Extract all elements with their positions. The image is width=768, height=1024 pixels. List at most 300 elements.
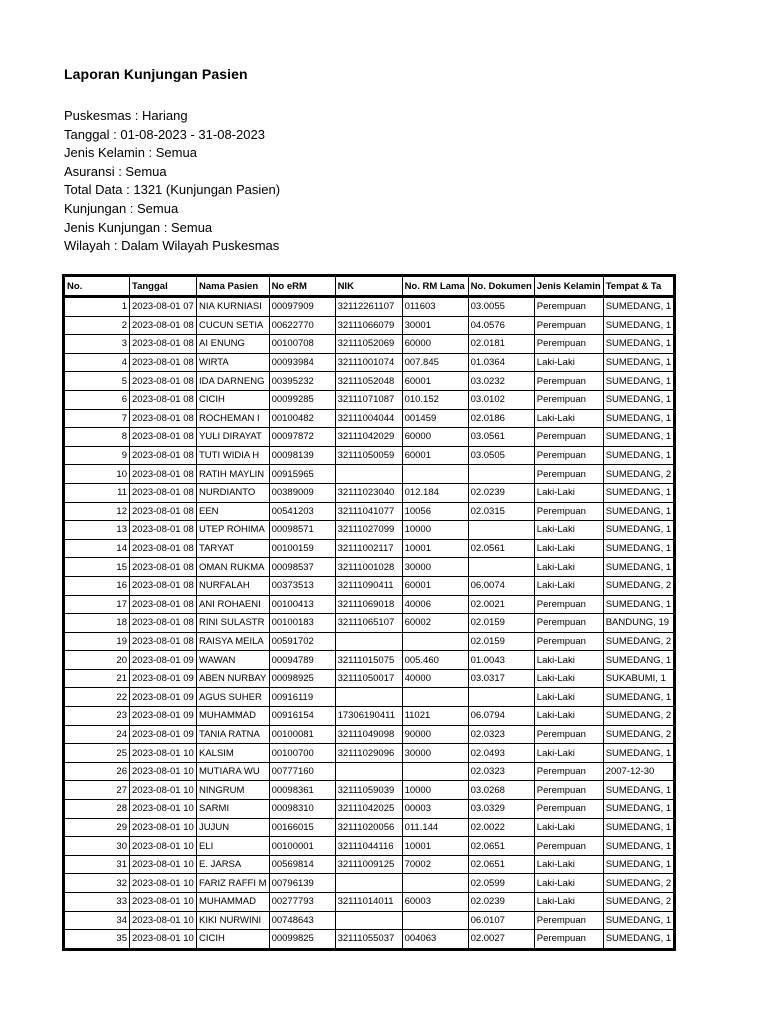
cell-nama-pasien: TANIA RATNA: [197, 725, 270, 744]
cell-jenis-kelamin: Perempuan: [534, 428, 603, 447]
cell-no-dokumen: 02.0027: [468, 930, 534, 950]
cell-tempat-tanggal: SUMEDANG, 1: [603, 446, 674, 465]
cell-jenis-kelamin: Perempuan: [534, 297, 603, 317]
cell-jenis-kelamin: Laki-Laki: [534, 576, 603, 595]
cell-nik: 32111055037: [335, 930, 402, 950]
cell-tempat-tanggal: SUMEDANG, 1: [603, 335, 674, 354]
table-row: [64, 558, 675, 577]
cell-nik: 32111042029: [335, 428, 402, 447]
cell-no-rm-lama: 10001: [402, 837, 468, 856]
header-tanggal: Tanggal: [130, 276, 197, 297]
report-title: Laporan Kunjungan Pasien: [64, 66, 248, 82]
cell-tempat-tanggal: SUMEDANG, 1: [603, 353, 674, 372]
cell-nama-pasien: NURDIANTO: [197, 483, 270, 502]
table-row: [64, 669, 675, 688]
cell-no: 11: [64, 483, 130, 502]
cell-no-rm-lama: 010.152: [402, 390, 468, 409]
cell-nama-pasien: NINGRUM: [197, 781, 270, 800]
cell-jenis-kelamin: Laki-Laki: [534, 353, 603, 372]
cell-nama-pasien: ANI ROHAENI: [197, 595, 270, 614]
table-row: [64, 874, 675, 893]
cell-tanggal: 2023-08-01 10: [130, 911, 197, 930]
cell-tanggal: 2023-08-01 09: [130, 707, 197, 726]
cell-tanggal: 2023-08-01 08: [130, 483, 197, 502]
cell-jenis-kelamin: Laki-Laki: [534, 744, 603, 763]
cell-jenis-kelamin: Perempuan: [534, 781, 603, 800]
cell-no: 17: [64, 595, 130, 614]
cell-nama-pasien: UTEP ROHIMA: [197, 521, 270, 540]
cell-no: 8: [64, 428, 130, 447]
cell-no-rm-lama: 004063: [402, 930, 468, 950]
header-nik: NIK: [335, 276, 402, 297]
cell-jenis-kelamin: Perempuan: [534, 911, 603, 930]
cell-tempat-tanggal: SUMEDANG, 1: [603, 781, 674, 800]
cell-nama-pasien: EEN: [197, 502, 270, 521]
cell-no-erm: 00098571: [269, 521, 335, 540]
table-row: [64, 446, 675, 465]
cell-no-dokumen: 02.0315: [468, 502, 534, 521]
cell-no-rm-lama: 011603: [402, 297, 468, 317]
cell-no-erm: 00098139: [269, 446, 335, 465]
cell-no-erm: 00916119: [269, 688, 335, 707]
cell-tanggal: 2023-08-01 08: [130, 558, 197, 577]
cell-tempat-tanggal: SUMEDANG, 1: [603, 837, 674, 856]
cell-no-erm: 00166015: [269, 818, 335, 837]
cell-tempat-tanggal: SUMEDANG, 1: [603, 316, 674, 335]
table-row: [64, 855, 675, 874]
cell-no: 21: [64, 669, 130, 688]
table-row: [64, 725, 675, 744]
cell-no: 12: [64, 502, 130, 521]
cell-tanggal: 2023-08-01 10: [130, 855, 197, 874]
cell-tempat-tanggal: SUMEDANG, 2: [603, 874, 674, 893]
cell-no-dokumen: 06.0074: [468, 576, 534, 595]
cell-no-erm: 00796139: [269, 874, 335, 893]
cell-no: 32: [64, 874, 130, 893]
cell-no-dokumen: 02.0561: [468, 539, 534, 558]
cell-jenis-kelamin: Laki-Laki: [534, 483, 603, 502]
cell-nik: 32111004044: [335, 409, 402, 428]
cell-no-dokumen: 02.0186: [468, 409, 534, 428]
cell-tempat-tanggal: SUMEDANG, 1: [603, 539, 674, 558]
cell-tanggal: 2023-08-01 08: [130, 446, 197, 465]
table-row: [64, 800, 675, 819]
meta-line: Puskesmas : Hariang: [64, 108, 188, 123]
table-row: [64, 688, 675, 707]
cell-jenis-kelamin: Laki-Laki: [534, 539, 603, 558]
cell-nik: 32111059039: [335, 781, 402, 800]
cell-nama-pasien: NIA KURNIASI: [197, 297, 270, 317]
cell-no-erm: 00100159: [269, 539, 335, 558]
cell-no-dokumen: [468, 465, 534, 484]
cell-jenis-kelamin: Perempuan: [534, 800, 603, 819]
cell-tanggal: 2023-08-01 10: [130, 818, 197, 837]
cell-no-rm-lama: 007.845: [402, 353, 468, 372]
cell-jenis-kelamin: Laki-Laki: [534, 855, 603, 874]
table-row: [64, 372, 675, 391]
cell-tanggal: 2023-08-01 08: [130, 502, 197, 521]
cell-no: 30: [64, 837, 130, 856]
cell-nik: 32111002117: [335, 539, 402, 558]
cell-no-rm-lama: 10001: [402, 539, 468, 558]
cell-no-dokumen: 02.0323: [468, 762, 534, 781]
table-row: [64, 465, 675, 484]
cell-no-dokumen: 03.0561: [468, 428, 534, 447]
cell-tempat-tanggal: SUMEDANG, 1: [603, 409, 674, 428]
table-row: [64, 930, 675, 950]
cell-tanggal: 2023-08-01 08: [130, 353, 197, 372]
cell-no-dokumen: 02.0181: [468, 335, 534, 354]
table-row: [64, 390, 675, 409]
cell-no: 24: [64, 725, 130, 744]
cell-tanggal: 2023-08-01 10: [130, 930, 197, 950]
cell-no-dokumen: 03.0055: [468, 297, 534, 317]
cell-no-dokumen: 02.0493: [468, 744, 534, 763]
table-row: [64, 409, 675, 428]
cell-no-rm-lama: 60000: [402, 428, 468, 447]
cell-nik: 32111066079: [335, 316, 402, 335]
cell-nama-pasien: ABEN NURBAY: [197, 669, 270, 688]
cell-tanggal: 2023-08-01 10: [130, 762, 197, 781]
cell-jenis-kelamin: Laki-Laki: [534, 651, 603, 670]
cell-no-rm-lama: 011.144: [402, 818, 468, 837]
cell-jenis-kelamin: Laki-Laki: [534, 707, 603, 726]
report-meta: [64, 107, 280, 256]
cell-tanggal: 2023-08-01 08: [130, 390, 197, 409]
table-row: [64, 539, 675, 558]
cell-nik: 32111052048: [335, 372, 402, 391]
cell-no-erm: 00777160: [269, 762, 335, 781]
header-no: No.: [64, 276, 130, 297]
cell-nama-pasien: WAWAN: [197, 651, 270, 670]
meta-line: Tanggal : 01-08-2023 - 31-08-2023: [64, 126, 265, 142]
cell-no-rm-lama: 005.460: [402, 651, 468, 670]
cell-no: 6: [64, 390, 130, 409]
cell-tanggal: 2023-08-01 07: [130, 297, 197, 317]
cell-jenis-kelamin: Laki-Laki: [534, 669, 603, 688]
cell-no-erm: 00100700: [269, 744, 335, 763]
cell-nik: 32112261107: [335, 297, 402, 317]
cell-tempat-tanggal: BANDUNG, 19: [603, 614, 674, 633]
table-row: [64, 428, 675, 447]
cell-no-erm: 00100001: [269, 837, 335, 856]
table-header-row: [64, 276, 675, 297]
cell-nik: 32111009125: [335, 855, 402, 874]
cell-no-erm: 00591702: [269, 632, 335, 651]
cell-no: 15: [64, 558, 130, 577]
cell-no-erm: 00389009: [269, 483, 335, 502]
cell-no-erm: 00097909: [269, 297, 335, 317]
cell-no-dokumen: 06.0794: [468, 707, 534, 726]
table-row: [64, 651, 675, 670]
cell-nik: 32111050059: [335, 446, 402, 465]
cell-no-erm: 00100708: [269, 335, 335, 354]
table-row: [64, 911, 675, 930]
cell-no-dokumen: 03.0268: [468, 781, 534, 800]
cell-tanggal: 2023-08-01 09: [130, 725, 197, 744]
cell-no: 14: [64, 539, 130, 558]
cell-tempat-tanggal: SUMEDANG, 2: [603, 725, 674, 744]
cell-no-dokumen: 04.0576: [468, 316, 534, 335]
cell-jenis-kelamin: Perempuan: [534, 632, 603, 651]
cell-no-rm-lama: 00003: [402, 800, 468, 819]
cell-jenis-kelamin: Perempuan: [534, 837, 603, 856]
cell-no-dokumen: 02.0651: [468, 855, 534, 874]
cell-nama-pasien: RINI SULASTR: [197, 614, 270, 633]
cell-tempat-tanggal: SUMEDANG, 1: [603, 558, 674, 577]
cell-tempat-tanggal: SUMEDANG, 1: [603, 297, 674, 317]
cell-tanggal: 2023-08-01 08: [130, 428, 197, 447]
cell-tempat-tanggal: SUMEDANG, 1: [603, 800, 674, 819]
cell-no-rm-lama: [402, 874, 468, 893]
cell-jenis-kelamin: Perempuan: [534, 930, 603, 950]
cell-tanggal: 2023-08-01 10: [130, 837, 197, 856]
cell-no-erm: 00569814: [269, 855, 335, 874]
cell-no-erm: 00099825: [269, 930, 335, 950]
cell-nik: 32111001074: [335, 353, 402, 372]
cell-nama-pasien: ELI: [197, 837, 270, 856]
cell-no-dokumen: 03.0102: [468, 390, 534, 409]
cell-tempat-tanggal: SUMEDANG, 2: [603, 893, 674, 912]
meta-line: Total Data : 1321 (Kunjungan Pasien): [64, 182, 281, 198]
cell-no-erm: 00098310: [269, 800, 335, 819]
cell-tempat-tanggal: SUKABUMI, 1: [603, 669, 674, 688]
cell-tanggal: 2023-08-01 10: [130, 893, 197, 912]
cell-tanggal: 2023-08-01 08: [130, 465, 197, 484]
table-row: [64, 893, 675, 912]
meta-line: Kunjungan : Semua: [64, 200, 179, 216]
header-tempat-tanggal: Tempat & Ta: [603, 276, 674, 297]
cell-jenis-kelamin: Perempuan: [534, 390, 603, 409]
table-row: [64, 744, 675, 763]
cell-jenis-kelamin: Perempuan: [534, 446, 603, 465]
cell-nama-pasien: CUCUN SETIA: [197, 316, 270, 335]
cell-no-dokumen: 02.0599: [468, 874, 534, 893]
cell-no-rm-lama: 001459: [402, 409, 468, 428]
cell-no-dokumen: 01.0364: [468, 353, 534, 372]
cell-tanggal: 2023-08-01 10: [130, 874, 197, 893]
cell-nama-pasien: SARMI: [197, 800, 270, 819]
cell-no-erm: 00100482: [269, 409, 335, 428]
cell-no-dokumen: 02.0323: [468, 725, 534, 744]
cell-no-erm: 00098537: [269, 558, 335, 577]
cell-nik: 32111029096: [335, 744, 402, 763]
visit-table: [62, 274, 676, 951]
cell-no-erm: 00100081: [269, 725, 335, 744]
cell-nik: [335, 874, 402, 893]
cell-no-rm-lama: 40006: [402, 595, 468, 614]
table-row: [64, 762, 675, 781]
cell-jenis-kelamin: Perempuan: [534, 762, 603, 781]
cell-no-dokumen: [468, 521, 534, 540]
table-body: [64, 297, 675, 950]
meta-line: Jenis Kelamin : Semua: [64, 145, 197, 161]
cell-tempat-tanggal: SUMEDANG, 1: [603, 818, 674, 837]
cell-no: 13: [64, 521, 130, 540]
cell-nik: 32111090411: [335, 576, 402, 595]
cell-no-rm-lama: [402, 688, 468, 707]
cell-nik: 17306190411: [335, 707, 402, 726]
cell-nama-pasien: TUTI WIDIA H: [197, 446, 270, 465]
cell-jenis-kelamin: Perempuan: [534, 316, 603, 335]
cell-no: 3: [64, 335, 130, 354]
table-row: [64, 595, 675, 614]
cell-no-erm: 00100413: [269, 595, 335, 614]
table-row: [64, 297, 675, 317]
cell-no-rm-lama: [402, 911, 468, 930]
cell-tanggal: 2023-08-01 09: [130, 688, 197, 707]
cell-nama-pasien: WIRTA: [197, 353, 270, 372]
cell-no: 31: [64, 855, 130, 874]
meta-line: Jenis Kunjungan : Semua: [64, 219, 213, 235]
cell-tempat-tanggal: SUMEDANG, 1: [603, 521, 674, 540]
cell-nama-pasien: MUHAMMAD: [197, 707, 270, 726]
cell-tanggal: 2023-08-01 09: [130, 669, 197, 688]
cell-nik: [335, 632, 402, 651]
cell-no-rm-lama: 90000: [402, 725, 468, 744]
meta-line: Asuransi : Semua: [64, 163, 167, 179]
cell-tempat-tanggal: SUMEDANG, 1: [603, 744, 674, 763]
cell-no-dokumen: 03.0329: [468, 800, 534, 819]
cell-nama-pasien: NURFALAH: [197, 576, 270, 595]
cell-no-rm-lama: 60003: [402, 893, 468, 912]
cell-no-rm-lama: 30001: [402, 316, 468, 335]
cell-nik: 32111052069: [335, 335, 402, 354]
cell-no-rm-lama: [402, 465, 468, 484]
cell-no-rm-lama: 30000: [402, 558, 468, 577]
cell-tempat-tanggal: SUMEDANG, 1: [603, 930, 674, 950]
cell-no-dokumen: 02.0239: [468, 483, 534, 502]
cell-jenis-kelamin: Laki-Laki: [534, 688, 603, 707]
cell-tempat-tanggal: SUMEDANG, 2: [603, 465, 674, 484]
cell-jenis-kelamin: Laki-Laki: [534, 874, 603, 893]
cell-tanggal: 2023-08-01 08: [130, 632, 197, 651]
cell-nik: 32111042025: [335, 800, 402, 819]
cell-no-erm: 00098361: [269, 781, 335, 800]
cell-no-rm-lama: [402, 762, 468, 781]
cell-nik: [335, 465, 402, 484]
cell-jenis-kelamin: Laki-Laki: [534, 558, 603, 577]
cell-tanggal: 2023-08-01 10: [130, 744, 197, 763]
table-row: [64, 576, 675, 595]
cell-no-erm: 00622770: [269, 316, 335, 335]
cell-tempat-tanggal: SUMEDANG, 1: [603, 688, 674, 707]
cell-nama-pasien: ROCHEMAN I: [197, 409, 270, 428]
cell-tempat-tanggal: SUMEDANG, 1: [603, 390, 674, 409]
cell-nama-pasien: MUHAMMAD: [197, 893, 270, 912]
cell-no-erm: 00748643: [269, 911, 335, 930]
cell-no: 5: [64, 372, 130, 391]
cell-no-erm: 00915965: [269, 465, 335, 484]
table-row: [64, 335, 675, 354]
table-row: [64, 632, 675, 651]
cell-no-erm: 00277793: [269, 893, 335, 912]
cell-nama-pasien: AI ENUNG: [197, 335, 270, 354]
cell-no-rm-lama: 10056: [402, 502, 468, 521]
cell-tempat-tanggal: SUMEDANG, 1: [603, 911, 674, 930]
cell-tempat-tanggal: SUMEDANG, 1: [603, 855, 674, 874]
cell-no: 23: [64, 707, 130, 726]
cell-no-dokumen: 02.0022: [468, 818, 534, 837]
cell-nik: [335, 911, 402, 930]
cell-tanggal: 2023-08-01 08: [130, 614, 197, 633]
cell-tanggal: 2023-08-01 08: [130, 576, 197, 595]
cell-nama-pasien: AGUS SUHER: [197, 688, 270, 707]
cell-no-erm: 00373513: [269, 576, 335, 595]
cell-jenis-kelamin: Perempuan: [534, 372, 603, 391]
cell-tempat-tanggal: SUMEDANG, 1: [603, 651, 674, 670]
cell-nama-pasien: KIKI NURWINI: [197, 911, 270, 930]
cell-nama-pasien: OMAN RUKMA: [197, 558, 270, 577]
table-row: [64, 483, 675, 502]
cell-nik: [335, 688, 402, 707]
cell-no-dokumen: [468, 558, 534, 577]
cell-no-rm-lama: 10000: [402, 521, 468, 540]
cell-jenis-kelamin: Perempuan: [534, 595, 603, 614]
cell-tanggal: 2023-08-01 08: [130, 539, 197, 558]
cell-no-rm-lama: 70002: [402, 855, 468, 874]
cell-nik: 32111044116: [335, 837, 402, 856]
cell-no-rm-lama: 60001: [402, 446, 468, 465]
cell-no-rm-lama: 60001: [402, 576, 468, 595]
cell-no: 22: [64, 688, 130, 707]
table-row: [64, 521, 675, 540]
cell-nik: 32111069018: [335, 595, 402, 614]
cell-jenis-kelamin: Laki-Laki: [534, 521, 603, 540]
table-row: [64, 502, 675, 521]
cell-tempat-tanggal: SUMEDANG, 2: [603, 576, 674, 595]
cell-tempat-tanggal: SUMEDANG, 1: [603, 483, 674, 502]
cell-tanggal: 2023-08-01 09: [130, 651, 197, 670]
cell-nama-pasien: MUTIARA WU: [197, 762, 270, 781]
cell-no: 33: [64, 893, 130, 912]
cell-no-rm-lama: 40000: [402, 669, 468, 688]
cell-no-erm: 00541203: [269, 502, 335, 521]
cell-nama-pasien: YULI DIRAYAT: [197, 428, 270, 447]
cell-no-dokumen: 03.0505: [468, 446, 534, 465]
cell-no-dokumen: 01.0043: [468, 651, 534, 670]
cell-jenis-kelamin: Perempuan: [534, 725, 603, 744]
cell-no-erm: 00100183: [269, 614, 335, 633]
cell-nik: 32111027099: [335, 521, 402, 540]
cell-tanggal: 2023-08-01 10: [130, 781, 197, 800]
cell-nik: 32111041077: [335, 502, 402, 521]
table-row: [64, 818, 675, 837]
cell-nik: 32111014011: [335, 893, 402, 912]
cell-no-dokumen: 03.0317: [468, 669, 534, 688]
cell-no: 4: [64, 353, 130, 372]
cell-no: 18: [64, 614, 130, 633]
cell-no-rm-lama: 10000: [402, 781, 468, 800]
cell-jenis-kelamin: Perempuan: [534, 335, 603, 354]
cell-nama-pasien: CICIH: [197, 930, 270, 950]
cell-no-erm: 00093984: [269, 353, 335, 372]
cell-jenis-kelamin: Perempuan: [534, 465, 603, 484]
cell-no-dokumen: 06.0107: [468, 911, 534, 930]
cell-no: 28: [64, 800, 130, 819]
cell-no: 10: [64, 465, 130, 484]
cell-no-erm: 00098925: [269, 669, 335, 688]
cell-no-dokumen: 02.0651: [468, 837, 534, 856]
cell-no-dokumen: 02.0159: [468, 614, 534, 633]
cell-tempat-tanggal: SUMEDANG, 2: [603, 632, 674, 651]
cell-no: 20: [64, 651, 130, 670]
cell-nama-pasien: IDA DARNENG: [197, 372, 270, 391]
cell-jenis-kelamin: Laki-Laki: [534, 818, 603, 837]
header-no-rm-lama: No. RM Lama: [402, 276, 468, 297]
cell-no-dokumen: [468, 688, 534, 707]
cell-no: 9: [64, 446, 130, 465]
